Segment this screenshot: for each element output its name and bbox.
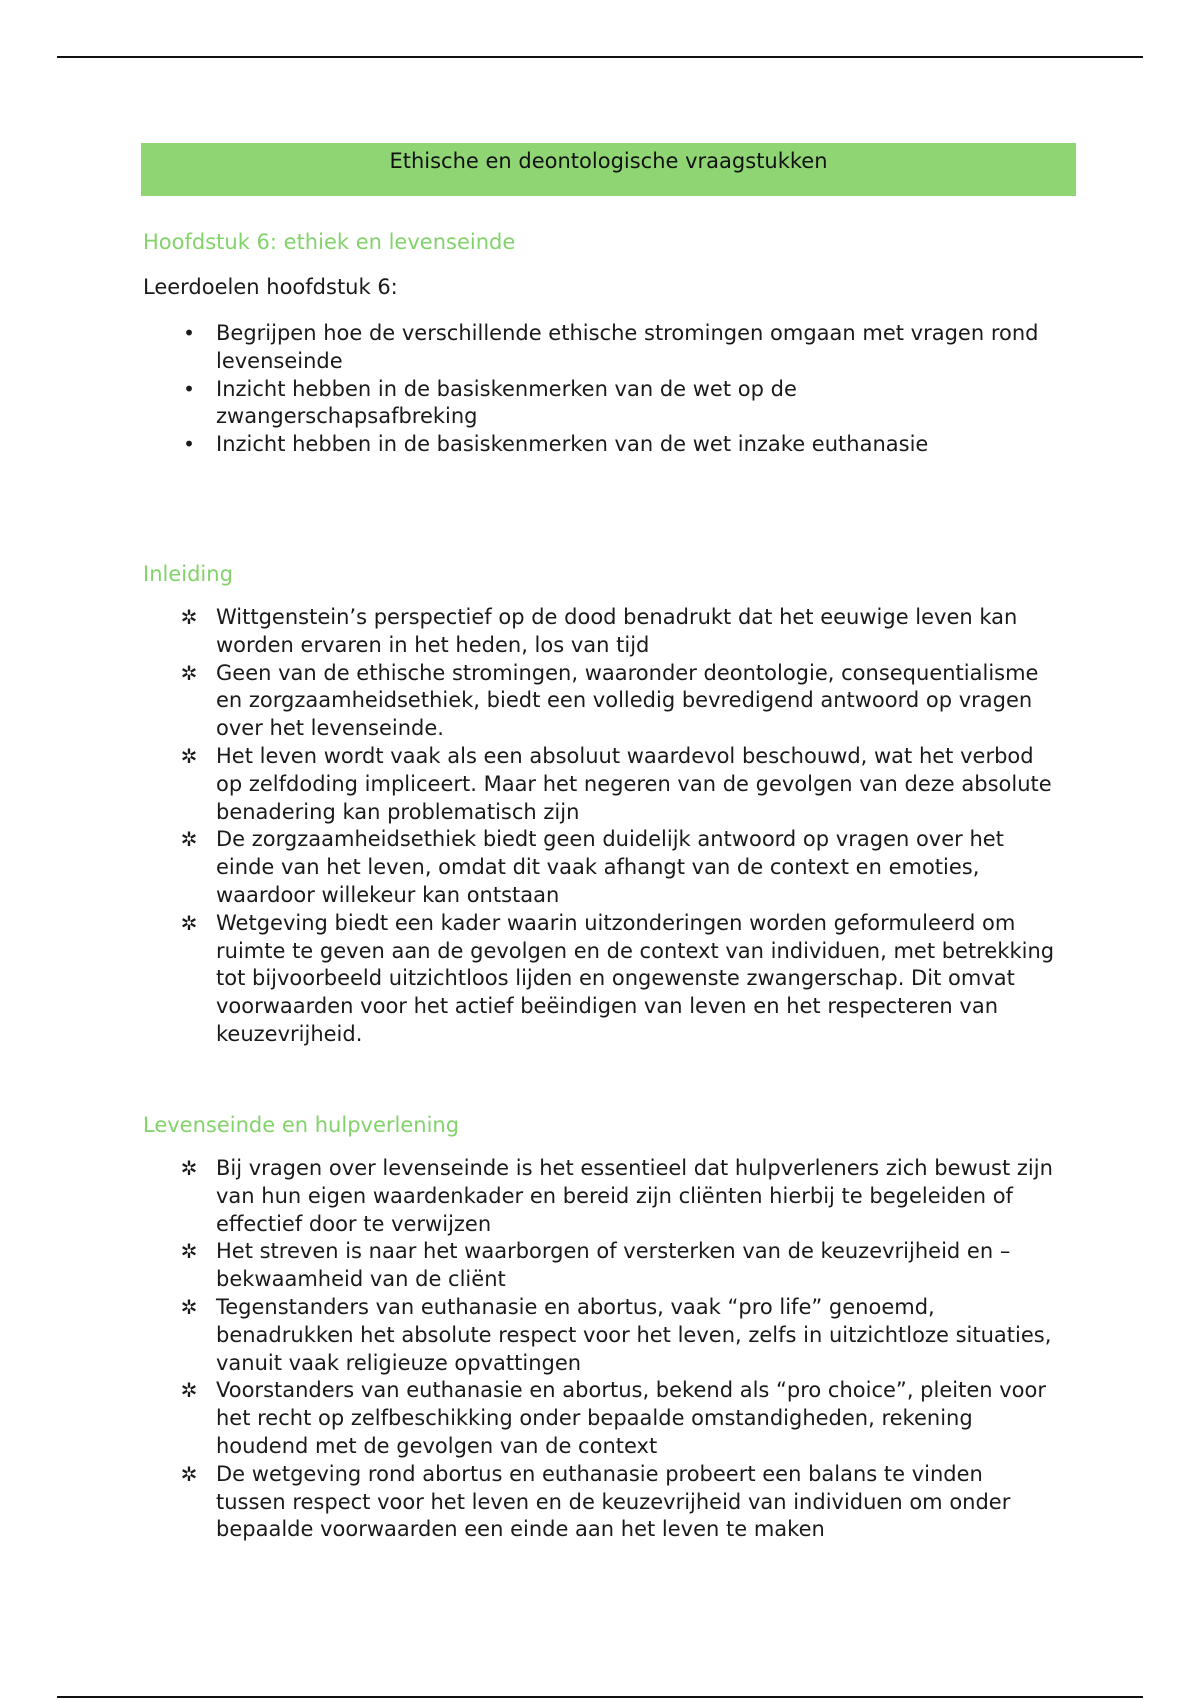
list-item	[0, 826, 1056, 909]
list-item-text: Het streven is naar het waarborgen of versterken van de keuzevrijheid en –bekwaamheid van de cliënt	[216, 1239, 1011, 1292]
list-item	[0, 376, 1056, 432]
top-rule	[57, 56, 1143, 58]
chapter-heading: Hoofdstuk 6: ethiek en levenseinde	[143, 230, 516, 254]
list-item	[0, 910, 1056, 1049]
gear-bullet-icon: ✲	[180, 660, 198, 685]
bottom-rule	[57, 1696, 1143, 1698]
care-section-heading: Levenseinde en hulpverlening	[143, 1113, 460, 1137]
gear-bullet-icon: ✲	[180, 605, 198, 629]
gear-bullet-icon: ✲	[180, 1378, 198, 1403]
list-item-text: Tegenstanders van euthanasie en abortus, vaak “pro life” genoemd, benadrukken het absolute respect voor het leven, zelfs in uitzichtloze situaties, vanuit vaak religieuze opvattingen	[216, 1294, 1052, 1375]
gear-bullet-icon: ✲	[180, 1239, 198, 1264]
list-item-text: Wittgenstein’s perspectief op de dood benadrukt dat het eeuwige leven kan worden ervaren in het heden, los van tijd	[216, 605, 1018, 657]
list-item	[0, 1461, 1056, 1544]
gear-bullet-icon: ✲	[180, 1294, 198, 1319]
list-item	[0, 1155, 1056, 1238]
list-item	[0, 604, 1056, 660]
list-item	[0, 1294, 1056, 1377]
care-section-list	[0, 1155, 1056, 1544]
list-item-text: De zorgzaamheidsethiek biedt geen duidelijk antwoord op vragen over het einde van het leven, omdat dit vaak afhangt van de context en emoties, waardoor willekeur kan ontstaan	[216, 827, 1004, 907]
introduction-list	[0, 604, 1056, 1049]
bullet-icon: •	[183, 321, 195, 345]
gear-bullet-icon: ✲	[180, 910, 198, 935]
list-item	[0, 1238, 1056, 1294]
list-item-text: Inzicht hebben in de basiskenmerken van de wet op de zwangerschapsafbreking	[216, 376, 797, 429]
list-item-text: Wetgeving biedt een kader waarin uitzonderingen worden geformuleerd om ruimte te geven aan de gevolgen en de context van individuen, met betrekking tot bijvoorbeeld uitzichtloos lijden en ongewenste zwangerschap. Dit omvat voorwaarden voor het actief beëindigen van leven en het respecteren van keuzevrijheid.	[216, 910, 1055, 1046]
gear-bullet-icon: ✲	[180, 1156, 198, 1180]
list-item-text: Voorstanders van euthanasie en abortus, bekend als “pro choice”, pleiten voor het recht op zelfbeschikking onder bepaalde omstandigheden, rekening houdend met de gevolgen van de context	[216, 1378, 1046, 1458]
learning-goals-intro: Leerdoelen hoofdstuk 6:	[143, 275, 398, 299]
list-item	[0, 320, 1056, 376]
gear-bullet-icon: ✲	[180, 743, 198, 768]
list-item	[0, 1377, 1056, 1460]
list-item-text: De wetgeving rond abortus en euthanasie probeert een balans te vinden tussen respect voor het leven en de keuzevrijheid van individuen om onder bepaalde voorwaarden een einde aan het leven te maken	[216, 1461, 1011, 1542]
bullet-icon: •	[183, 432, 195, 457]
gear-bullet-icon: ✲	[180, 1461, 198, 1486]
introduction-heading: Inleiding	[143, 562, 233, 586]
bullet-icon: •	[183, 376, 195, 401]
learning-goals-list	[0, 320, 1056, 459]
list-item	[0, 743, 1056, 826]
list-item-text: Bij vragen over levenseinde is het essentieel dat hulpverleners zich bewust zijn van hun eigen waardenkader en bereid zijn cliënten hierbij te begeleiden of effectief door te verwijzen	[216, 1156, 1053, 1236]
list-item-text: Het leven wordt vaak als een absoluut waardevol beschouwd, wat het verbod op zelfdoding impliceert. Maar het negeren van de gevolgen van deze absolute benadering kan problematisch zijn	[216, 743, 1052, 824]
gear-bullet-icon: ✲	[180, 827, 198, 852]
list-item	[0, 660, 1056, 743]
document-title: Ethische en deontologische vraagstukken	[141, 143, 1076, 196]
list-item	[0, 431, 1056, 459]
list-item-text: Inzicht hebben in de basiskenmerken van de wet inzake euthanasie	[216, 432, 929, 457]
list-item-text: Begrijpen hoe de verschillende ethische stromingen omgaan met vragen rond levenseinde	[216, 321, 1039, 373]
list-item-text: Geen van de ethische stromingen, waaronder deontologie, consequentialisme en zorgzaamheidsethiek, biedt een volledig bevredigend antwoord op vragen over het levenseinde.	[216, 660, 1039, 741]
